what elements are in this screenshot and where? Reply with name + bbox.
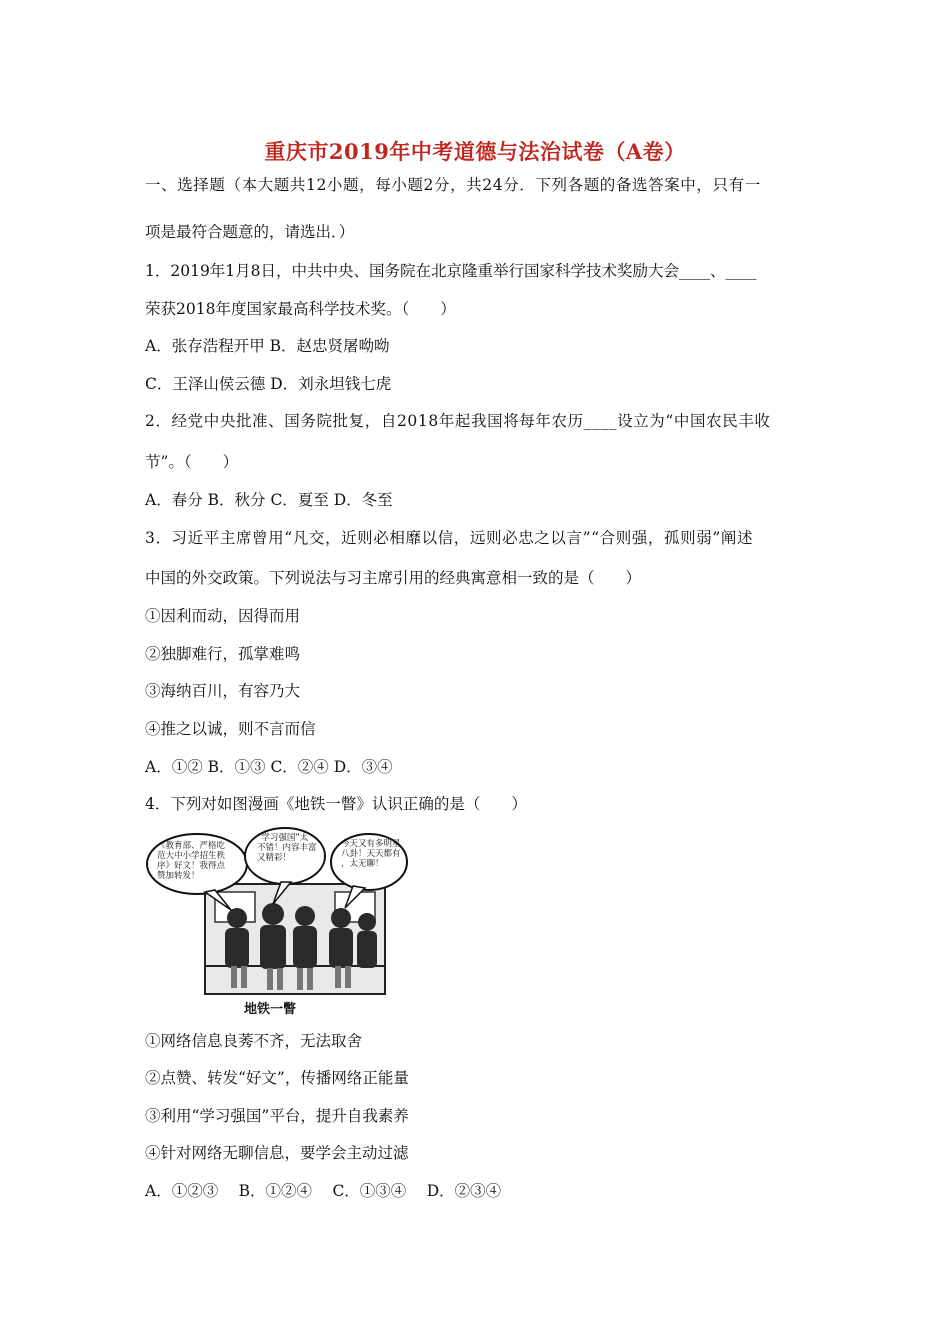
page-title: 重庆市2019年中考道德与法治试卷（A卷） <box>264 139 686 164</box>
question-2-options: A．春分 B．秋分 C．夏至 D．冬至 <box>145 491 393 509</box>
question-3-line-1: 3．习近平主席曾用“凡交，近则必相靡以信，远则必忠之以言”“合则强，孤则弱”阐述 <box>145 529 754 547</box>
question-3-line-2: 中国的外交政策。下列说法与习主席引用的经典寓意相一致的是（ ） <box>145 569 642 587</box>
subway-cartoon-image <box>145 826 410 1022</box>
question-1-line-1: 1．2019年1月8日，中共中央、国务院在北京隆重举行国家科学技术奖励大会____、____ <box>145 262 757 280</box>
question-2-line-1: 2．经党中央批准、国务院批复，自2018年起我国将每年农历____设立为“中国农民丰收 <box>145 412 771 430</box>
question-3-options: A．①② B．①③ C．②④ D．③④ <box>145 758 393 776</box>
cartoon-caption: 地铁一瞥 <box>244 1002 297 1017</box>
question-1-line-2: 荣获2018年度国家最高科学技术奖。（ ） <box>145 300 456 318</box>
question-1-options-cd: C．王泽山侯云德 D．刘永坦钱七虎 <box>145 375 392 393</box>
question-4-item-2: ②点赞、转发“好文”，传播网络正能量 <box>145 1069 409 1087</box>
question-4-line-1: 4．下列对如图漫画《地铁一瞥》认识正确的是（ ） <box>145 795 527 813</box>
question-3-item-2: ②独脚难行，孤掌难鸣 <box>145 645 301 663</box>
question-2-line-2: 节”。（ ） <box>145 453 239 471</box>
question-4-item-1: ①网络信息良莠不齐，无法取舍 <box>145 1032 363 1050</box>
question-4-options: A．①②③ B．①②④ C．①③④ D．②③④ <box>145 1182 502 1200</box>
question-3-item-3: ③海纳百川，有容乃大 <box>145 682 301 700</box>
section-intro-line-1: 一、选择题（本大题共12小题，每小题2分，共24分．下列各题的备选答案中，只有一 <box>145 176 761 194</box>
cartoon-bubble-middle: “学习强国”太不错！内容丰富又精彩！ <box>257 833 317 863</box>
cartoon-bubble-right: 今天又有多明星八卦！天天都有，太无聊！ <box>341 839 401 869</box>
section-intro-line-2: 项是最符合题意的，请选出．） <box>145 223 355 241</box>
question-4-item-3: ③利用“学习强国”平台，提升自我素养 <box>145 1107 409 1125</box>
question-3-item-4: ④推之以诚，则不言而信 <box>145 720 316 738</box>
question-4-item-4: ④针对网络无聊信息，要学会主动过滤 <box>145 1144 409 1162</box>
question-3-item-1: ①因利而动，因得而用 <box>145 607 301 625</box>
question-1-options-ab: A．张存浩程开甲 B．赵忠贤屠呦呦 <box>145 337 390 355</box>
cartoon-bubble-left: 《教育部、严格吃范大中小学招生秩序》好文！我得点赞加转发！ <box>157 841 226 881</box>
